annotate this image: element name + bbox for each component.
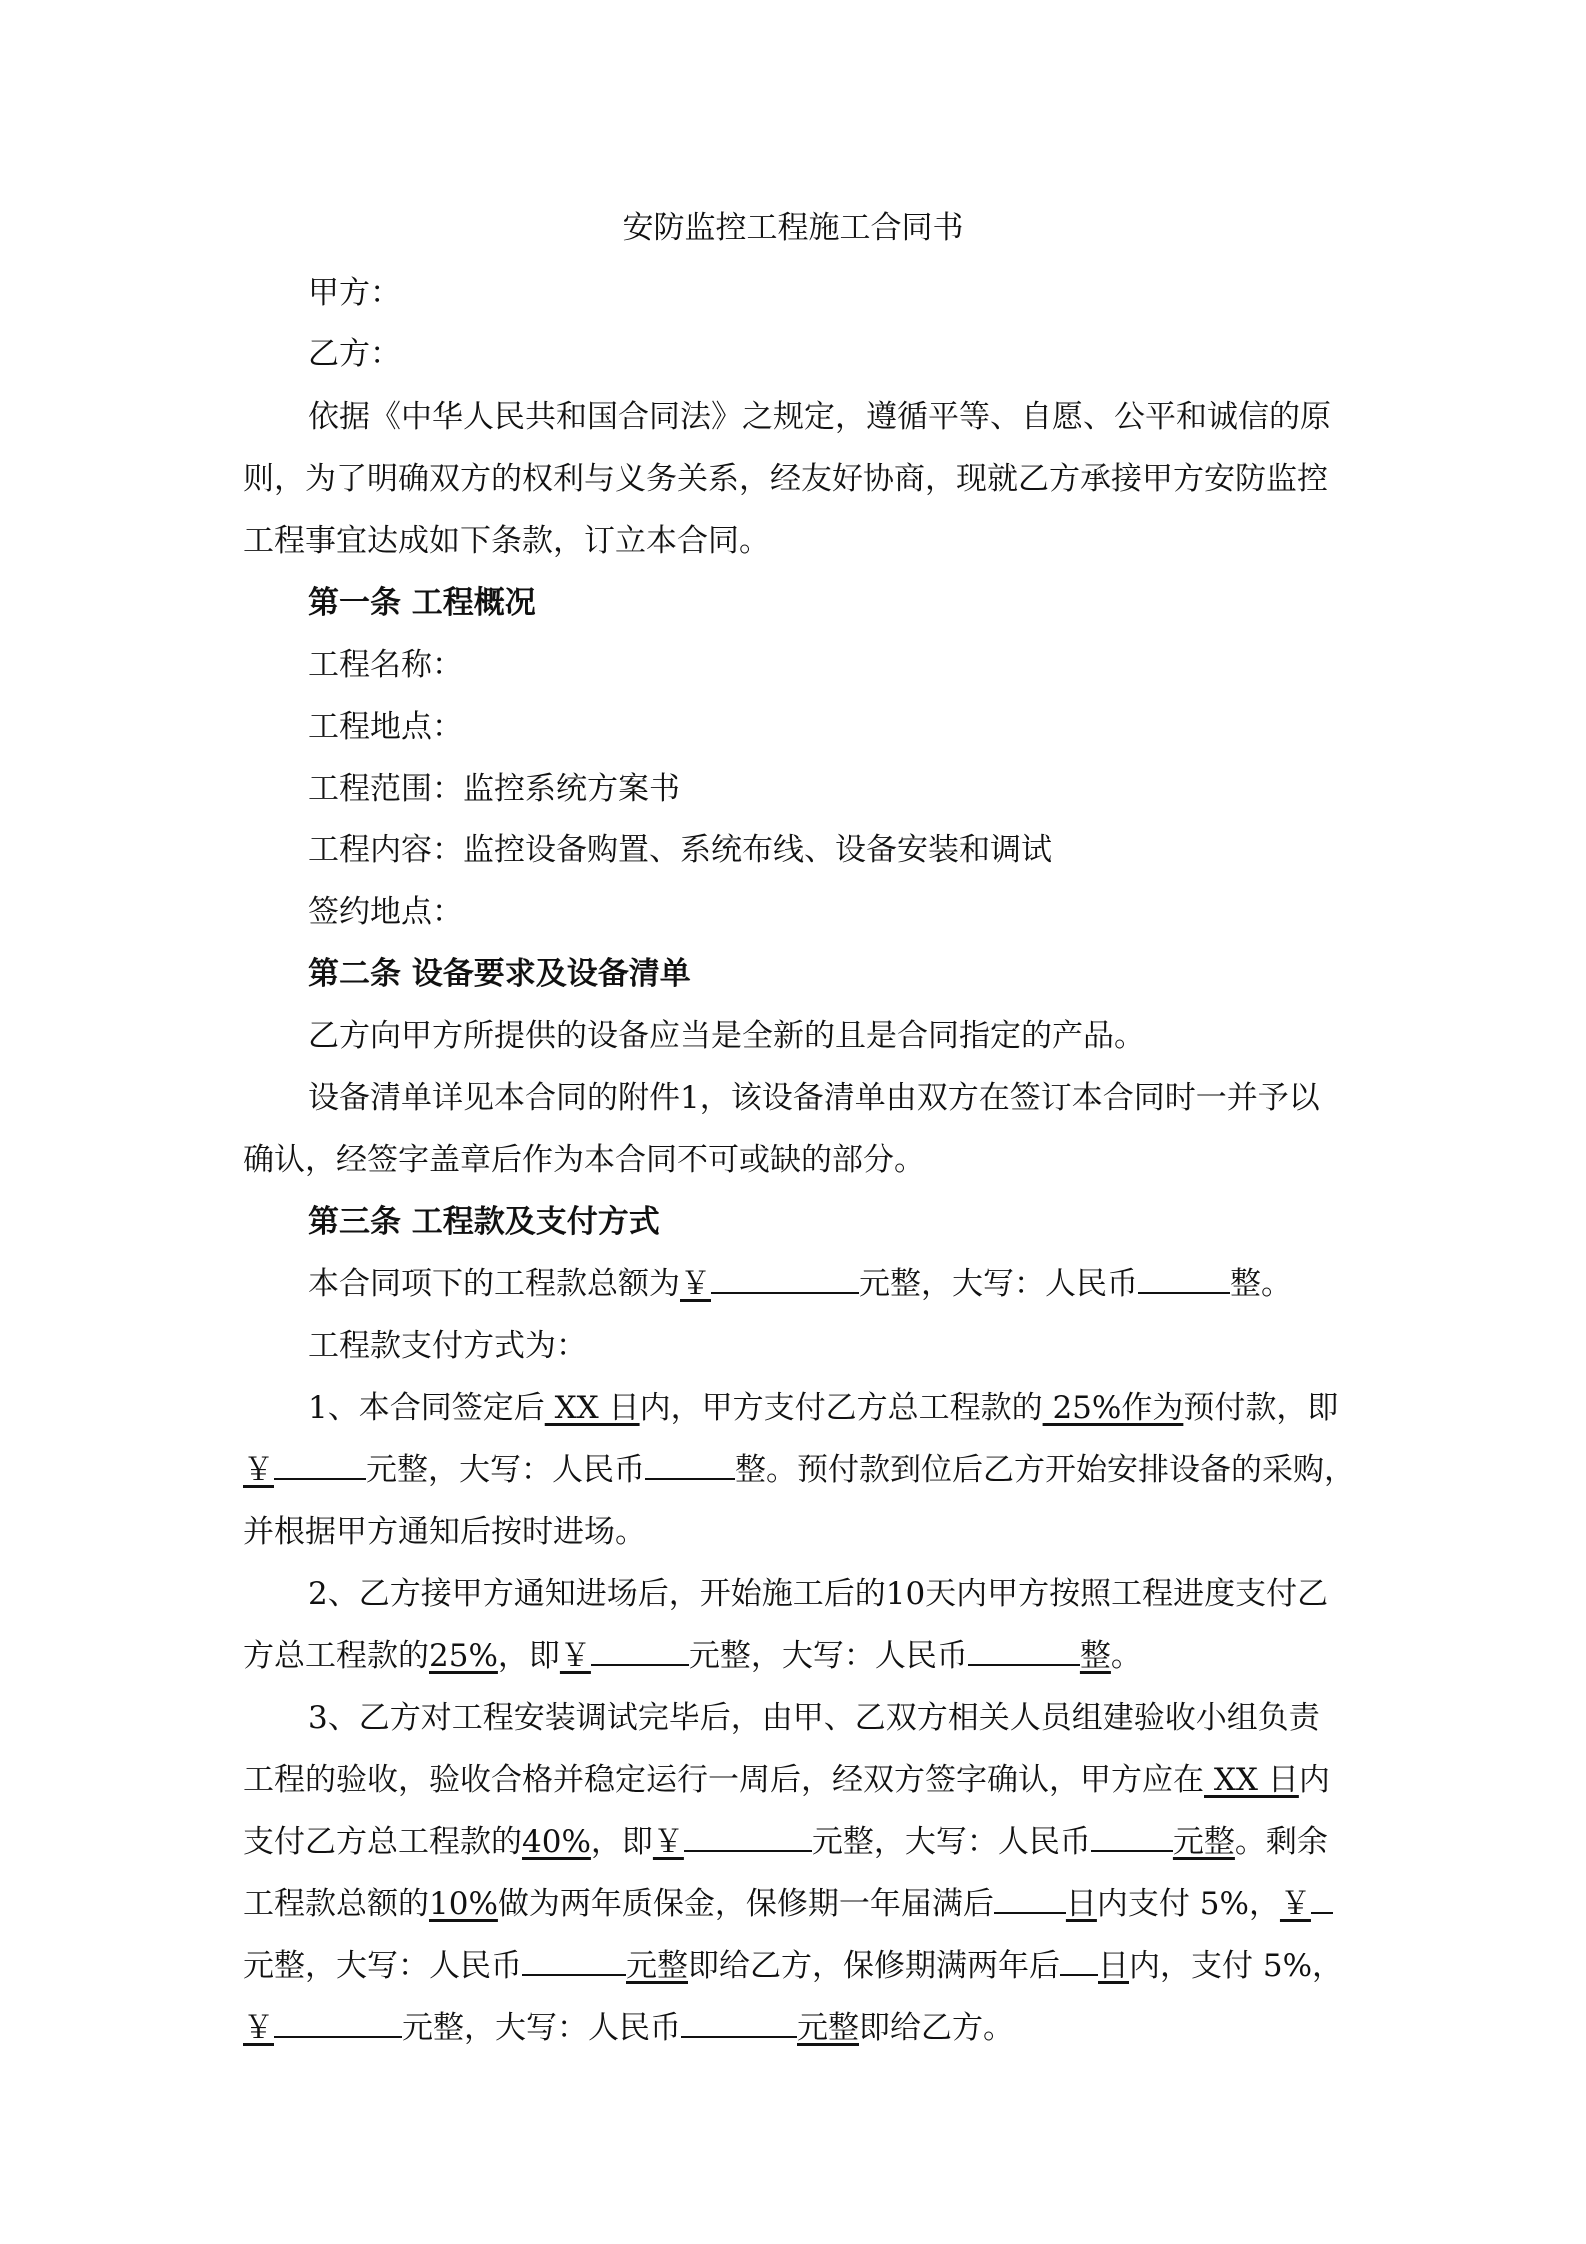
text-run: 方总工程款的 (243, 1638, 429, 1674)
item-1-line-2 (243, 1450, 1355, 1490)
percent-value: 25%作为 (1042, 1390, 1184, 1426)
text-run: 内，甲方支付乙方总工程款的 (639, 1390, 1043, 1426)
total-amount-line (308, 1264, 1292, 1304)
item-2-line-2 (243, 1636, 1142, 1676)
text-run: 元整，大写：人民币 (859, 1266, 1138, 1302)
project-location-field: 工程地点： (308, 709, 463, 745)
percent-value: 10% (429, 1886, 498, 1922)
text-run: 内，支付 5%， (1129, 1948, 1344, 1984)
item-3-line-4 (243, 1884, 1333, 1924)
text-run: 元整，大写：人民币 (243, 1948, 522, 1984)
project-scope-field: 工程范围：监控系统方案书 (308, 771, 680, 807)
amount-blank (684, 1822, 812, 1852)
item-3-line-3 (243, 1822, 1328, 1862)
underlined-text: 元整 (797, 2010, 859, 2046)
text-run: ，即 (590, 1824, 653, 1860)
article-3-heading: 第三条 工程款及支付方式 (308, 1204, 660, 1240)
text-run: 工程的验收，验收合格并稳定运行一周后，经双方签字确认，甲方应在 (243, 1762, 1204, 1798)
item-3-line-5 (243, 1946, 1343, 1986)
text-run: 元整，大写：人民币 (811, 1824, 1091, 1860)
text-run: 1、本合同签定后 (308, 1390, 545, 1426)
text-run: 做为两年质保金，保修期一年届满后 (497, 1886, 994, 1922)
signing-place-field: 签约地点： (308, 894, 463, 930)
underlined-text: 日 (1065, 1886, 1097, 1922)
yen-symbol: ￥ (243, 2010, 274, 2046)
text-run: 。剩余 (1234, 1824, 1328, 1860)
yen-symbol: ￥ (652, 1824, 684, 1860)
intro-line-2: 则，为了明确双方的权利与义务关系，经友好协商，现就乙方承接甲方安防监控 (243, 461, 1328, 497)
amount-words-blank (522, 1946, 626, 1976)
item-3-line-6 (243, 2008, 1014, 2048)
party-b-label: 乙方： (308, 336, 401, 372)
underlined-text: 元整 (1172, 1824, 1235, 1860)
days-value: XX 日 (1204, 1762, 1299, 1798)
project-name-field: 工程名称： (308, 647, 463, 683)
yen-symbol: ￥ (243, 1452, 274, 1488)
article-2-para-1: 乙方向甲方所提供的设备应当是全新的且是合同指定的产品。 (308, 1018, 1145, 1054)
amount-blank (1311, 1884, 1333, 1914)
item-3-line-2 (243, 1760, 1330, 1800)
text-run: 整。预付款到位后乙方开始安排设备的采购， (735, 1452, 1355, 1488)
text-run: 即给乙方，保修期满两年后 (688, 1948, 1060, 1984)
yen-symbol: ￥ (680, 1266, 711, 1302)
project-content-field: 工程内容：监控设备购置、系统布线、设备安装和调试 (308, 832, 1052, 868)
text-run: 预付款，即 (1183, 1390, 1339, 1426)
item-3-line-1: 3、乙方对工程安装调试完毕后，由甲、乙双方相关人员组建验收小组负责 (308, 1700, 1320, 1736)
item-1-line-1 (308, 1388, 1338, 1428)
article-2-heading: 第二条 设备要求及设备清单 (308, 956, 691, 992)
text-run: 工程款总额的 (243, 1886, 429, 1922)
text-run: 本合同项下的工程款总额为 (308, 1266, 680, 1302)
text-run: 元整，大写：人民币 (402, 2010, 681, 2046)
text-run: 支付乙方总工程款的 (243, 1824, 522, 1860)
text-run: 。 (1110, 1638, 1142, 1674)
text-run: ，即 (497, 1638, 560, 1674)
party-a-label: 甲方： (308, 275, 401, 311)
text-run: 元整，大写：人民币 (366, 1452, 645, 1488)
page-title: 安防监控工程施工合同书 (622, 210, 964, 246)
text-run: 整。 (1230, 1266, 1292, 1302)
item-2-line-1: 2、乙方接甲方通知进场后，开始施工后的10天内甲方按照工程进度支付乙 (308, 1576, 1329, 1612)
text-run: 内 (1298, 1762, 1330, 1798)
amount-words-blank (1091, 1822, 1173, 1852)
amount-blank (711, 1264, 859, 1294)
amount-blank (274, 2008, 402, 2038)
days-blank (1060, 1946, 1098, 1976)
intro-line-3: 工程事宜达成如下条款，订立本合同。 (243, 523, 770, 559)
underlined-text: 日 (1098, 1948, 1129, 1984)
days-blank (994, 1884, 1066, 1914)
article-1-heading: 第一条 工程概况 (308, 585, 536, 621)
yen-symbol: ￥ (559, 1638, 591, 1674)
text-run: 元整，大写：人民币 (688, 1638, 968, 1674)
underlined-text: 整 (1079, 1638, 1111, 1674)
article-2-para-2-line-1: 设备清单详见本合同的附件1，该设备清单由双方在签订本合同时一并予以 (308, 1080, 1320, 1116)
underlined-text: 元整 (626, 1948, 688, 1984)
intro-line-1: 依据《中华人民共和国合同法》之规定，遵循平等、自愿、公平和诚信的原 (308, 399, 1331, 435)
percent-value: 40% (522, 1824, 591, 1860)
text-run: 内支付 5%， (1096, 1886, 1280, 1922)
amount-blank (274, 1450, 366, 1480)
item-1-line-3: 并根据甲方通知后按时进场。 (243, 1514, 646, 1550)
amount-words-blank (968, 1636, 1080, 1666)
percent-value: 25% (429, 1638, 498, 1674)
amount-blank (591, 1636, 689, 1666)
article-2-para-2-line-2: 确认，经签字盖章后作为本合同不可或缺的部分。 (243, 1142, 925, 1178)
amount-words-blank (681, 2008, 797, 2038)
yen-symbol: ￥ (1279, 1886, 1311, 1922)
payment-method-label: 工程款支付方式为： (308, 1328, 587, 1364)
amount-words-blank (645, 1450, 735, 1480)
text-run: 即给乙方。 (859, 2010, 1014, 2046)
amount-words-blank (1138, 1264, 1230, 1294)
days-value: XX 日 (544, 1390, 640, 1426)
